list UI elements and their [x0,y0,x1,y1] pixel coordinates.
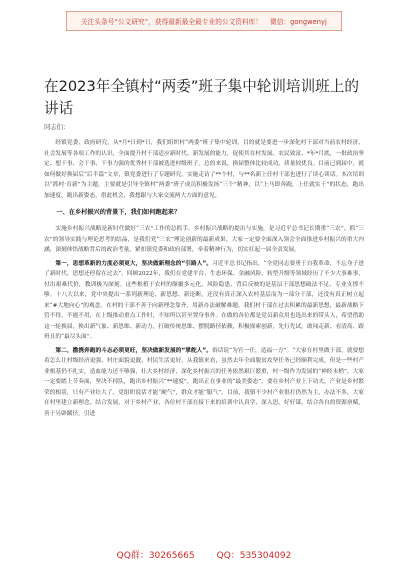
promo-text: 关注头条号“公文研究”，获得最新最全最专业的公文资料库！ [80,18,263,26]
point-2-lead: 第二，撒携奔跑的斗志必须更旺，坚决做新发展的“掌舵人”。 [55,347,212,354]
qq-contact: QQ：535304092 [216,551,292,561]
contact-footer [0,548,408,561]
section-heading-1: 一、在乡村振兴的背景下，我们如何跑起来？ [56,209,181,216]
point-2-body: 俗话说“为官一任，造福一方”。“大家在村里做干部，就要想着怎么让村级经济更强、村庄面貌更靓、村民生活更好，从我镇来看，虽然去年全面脱贫攻坚任务已经顺利完成，但是一些村产业根基仍不扎实，造血能力还不够强，壮大乡村经济，深化乡村振兴的任务依然艰巨繁重，村一级作为发展的“神经末梢”，大家一定要踏上节奏面，坚决不掉队，跑出乡村振兴“**速度”，跑出正在事业的“最美姿态”，要在乡村产业上下功夫，产业是乡村繁荣的根基，只有产业壮大了，党组织说话才能“硬气”，群众才能“服气”。目前，我镇不少村产业很打仍然为主，办法不多，大家在村里建立新理念、结合发展，对于乡村产业，各位村干部在接下来的培训中认真学、深入思、好好谋，结合各自的资源禀赋，善于另辟蹊径，引进 [44,347,364,417]
qq-group: QQ群：30265665 [116,551,195,561]
paragraph-point-1 [44,259,364,343]
paragraph-strategy: 实施乡村振兴战略是新时代做好“三农”工作的总抓手。乡村振兴战略的提出与实施，是习近平总书记长期重“三农”、抓“三农”的领导实践与理论思考的结晶，是我们党“三农”理论创新的最新成果。大家一定要全面深入领会全面推进乡村振兴的重大内涵，深刻体悟战略背后的政治考量，紧扣镇党委和政府部署，牵着精神行为，切实扛起一届全责发展。 [44,226,364,253]
greeting: 同志们： [44,124,70,131]
paragraph-point-2 [44,346,364,420]
point-1-body: 习近平总书记指出，“全党同志要勇于自我革命，不忘身子进了新时代，思想还停留在过去”。回顾2022年，我们在党建平台、生态环保、金融风险、转型升级等领域经历了不少大事难事，付出艰难代价，教训极为深刻。这些根植于农村的颠覆多元化、风险隐患，背后反映的是基层干部思想破法不足、专业支撑不够。十八大以来，党中央提出一系列新理论、新思想、新论断，还没有真正深入农村基层而为一部分干部，还没有真正树立起来“#大地向心”的观念。在村的干部不善于向新理念靠齐，用新办法破解难题，我们村干部在过去积累的最新思想，最新战略下管不得、不能不用，在上级推动重点工作时，不知所以甚至置身事外。在做的各位都是党员新众用也选出来的带头人，希望借助这一轮换届，换出新气象、新思维、新动力，打破传统思维、摆脱路径依赖，积极探索创新，先行先试，敢闯走新、看清高、跟班且的“最尽头面”。 [44,260,364,340]
promo-banner [66,11,342,31]
point-1-lead: 第一，思想革新的力度必须更大，坚决做新理念的“引路人”。 [55,260,213,267]
document-body [44,138,364,422]
document-title: 在2023年全镇村“两委”班子集中轮训培训班上的讲话 [44,77,359,117]
wechat-id: 微信：gongwenyj [270,18,327,26]
paragraph-intro: 经镇党委、政府研究，从*月*日到*日，我们组织村“两委”班子集中轮训，目的就是要进一步深化村干部对当前农村经济、社会发展等各项工作的认识，全面提升村干部适应新时代、新发展的能力，促使其在村发展、农民致富、*年*月底，一批政治坚定、想干事、会干事、干事力强的优秀村干部被选进村级班子。总的来说，换届整体比较成功，质量较优良。目前已到届中，就如何做好换届后“后半篇”文章，镇党委进行了专题研究，实施走访了**个村，与**名新上任村干部也进行了谈心谈话。本次培训以“抓村·育新”为主题，主要就是引导全镇村“两委”班子成员积极发扬“三个”精神，以“上马即奔跑，上任就实干”的状态，跑出加速度，跑出新姿态，借此机会，我想跟与大家交流两大方面的意见。 [44,140,364,199]
